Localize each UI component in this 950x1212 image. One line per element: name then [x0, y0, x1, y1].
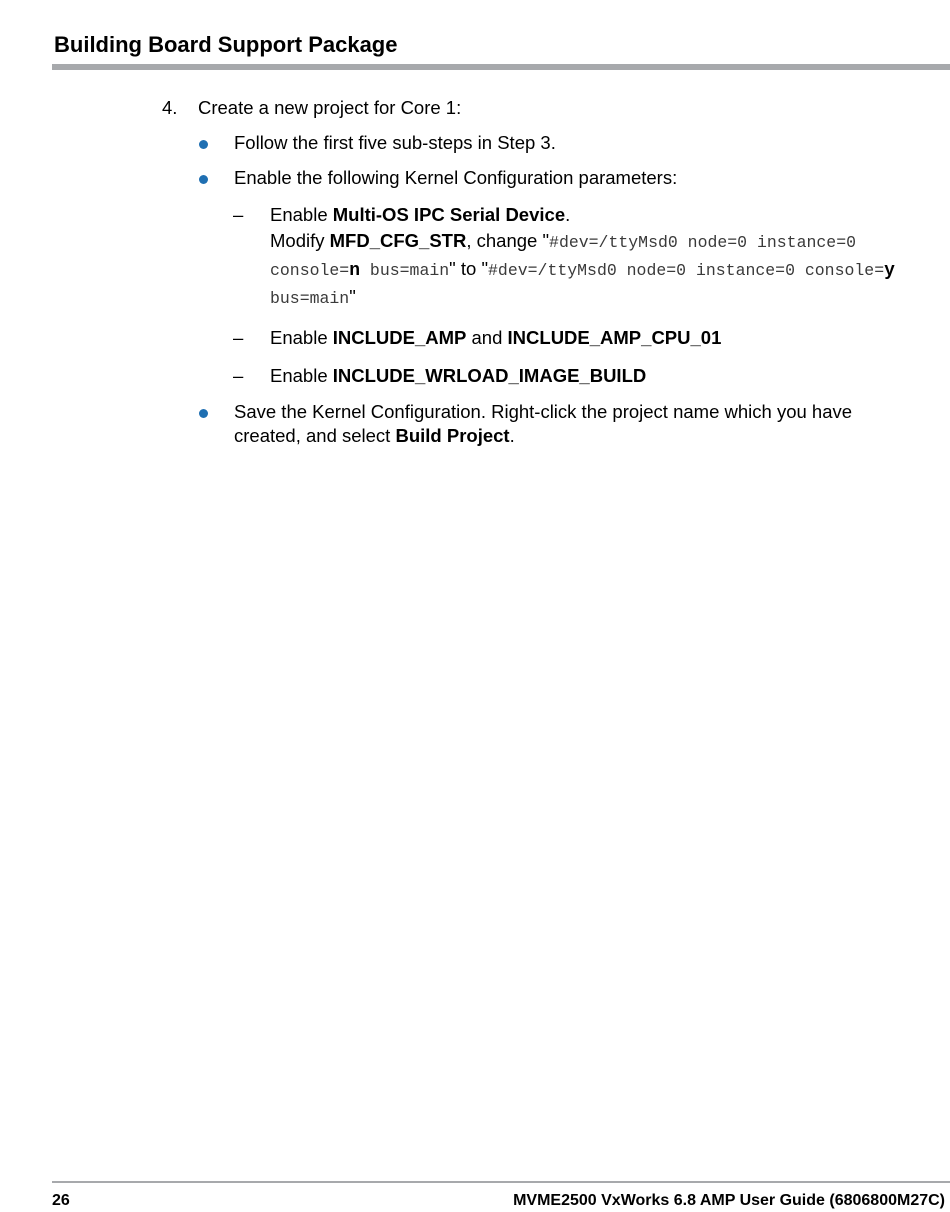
- code-old-part1: #dev=/ttyMsd0 node=0 instance=0 console=: [270, 233, 856, 280]
- page-header-title: Building Board Support Package: [54, 32, 398, 57]
- modify-label: Modify: [270, 230, 330, 251]
- code-new-part1: #dev=/ttyMsd0 node=0 instance=0 console=: [488, 261, 885, 280]
- step-number: 4.: [162, 97, 178, 118]
- dash-marker: –: [233, 365, 244, 386]
- document-title: MVME2500 VxWorks 6.8 AMP User Guide (6806800M27C): [513, 1192, 945, 1209]
- document-body: [0, 96, 950, 448]
- page-number: 26: [52, 1192, 70, 1209]
- sub-item-include-amp: [0, 326, 950, 350]
- and-label: and: [466, 327, 508, 348]
- bullet-dot-icon: [199, 175, 208, 184]
- param-include-amp: INCLUDE_AMP: [332, 327, 467, 348]
- sub-item-period: .: [565, 204, 571, 225]
- param-name-mfd-cfg-str: MFD_CFG_STR: [329, 230, 467, 251]
- code-old-part2: bus=main: [360, 261, 450, 280]
- param-include-wrload-image-build: INCLUDE_WRLOAD_IMAGE_BUILD: [332, 365, 647, 386]
- bullet-item-follow-steps: [0, 131, 950, 155]
- code-new-console-flag: y: [884, 261, 895, 281]
- step-4: [0, 96, 950, 120]
- change-label: , change: [466, 230, 543, 251]
- to-label: to: [455, 258, 482, 279]
- quote-close-2: ": [349, 286, 356, 307]
- header-divider: [52, 64, 950, 70]
- sub-item-enable: Enable: [270, 327, 333, 348]
- sub-item-multi-os-ipc: [0, 202, 950, 312]
- footer-divider: [52, 1181, 950, 1183]
- quote-open: ": [542, 230, 550, 251]
- step-text: Create a new project for Core 1:: [198, 97, 462, 118]
- bullet-period: .: [509, 425, 515, 446]
- param-include-amp-cpu-01: INCLUDE_AMP_CPU_01: [507, 327, 722, 348]
- bullet-dot-icon: [199, 140, 208, 149]
- quote-close: ": [449, 258, 456, 279]
- code-new-part2: bus=main: [270, 289, 350, 308]
- dash-marker: –: [233, 204, 244, 225]
- bullet-text: Follow the first five sub-steps in Step 3.: [234, 132, 556, 153]
- build-project-action: Build Project: [395, 425, 510, 446]
- sub-item-enable: Enable: [270, 365, 333, 386]
- bullet-item-enable-params: [0, 166, 950, 190]
- quote-open-2: ": [481, 258, 489, 279]
- code-old-console-flag: n: [349, 261, 361, 281]
- bullet-text: Enable the following Kernel Configuration parameters:: [234, 167, 678, 188]
- sub-item-wrload: [0, 364, 950, 388]
- dash-marker: –: [233, 327, 244, 348]
- device-name: Multi-OS IPC Serial Device: [332, 204, 566, 225]
- bullet-dot-icon: [199, 409, 208, 418]
- sub-item-enable: Enable: [270, 204, 333, 225]
- bullet-item-save-build: [0, 400, 950, 448]
- bullet-text: Save the Kernel Configuration. Right-click the project name which you have created, and select: [234, 401, 853, 446]
